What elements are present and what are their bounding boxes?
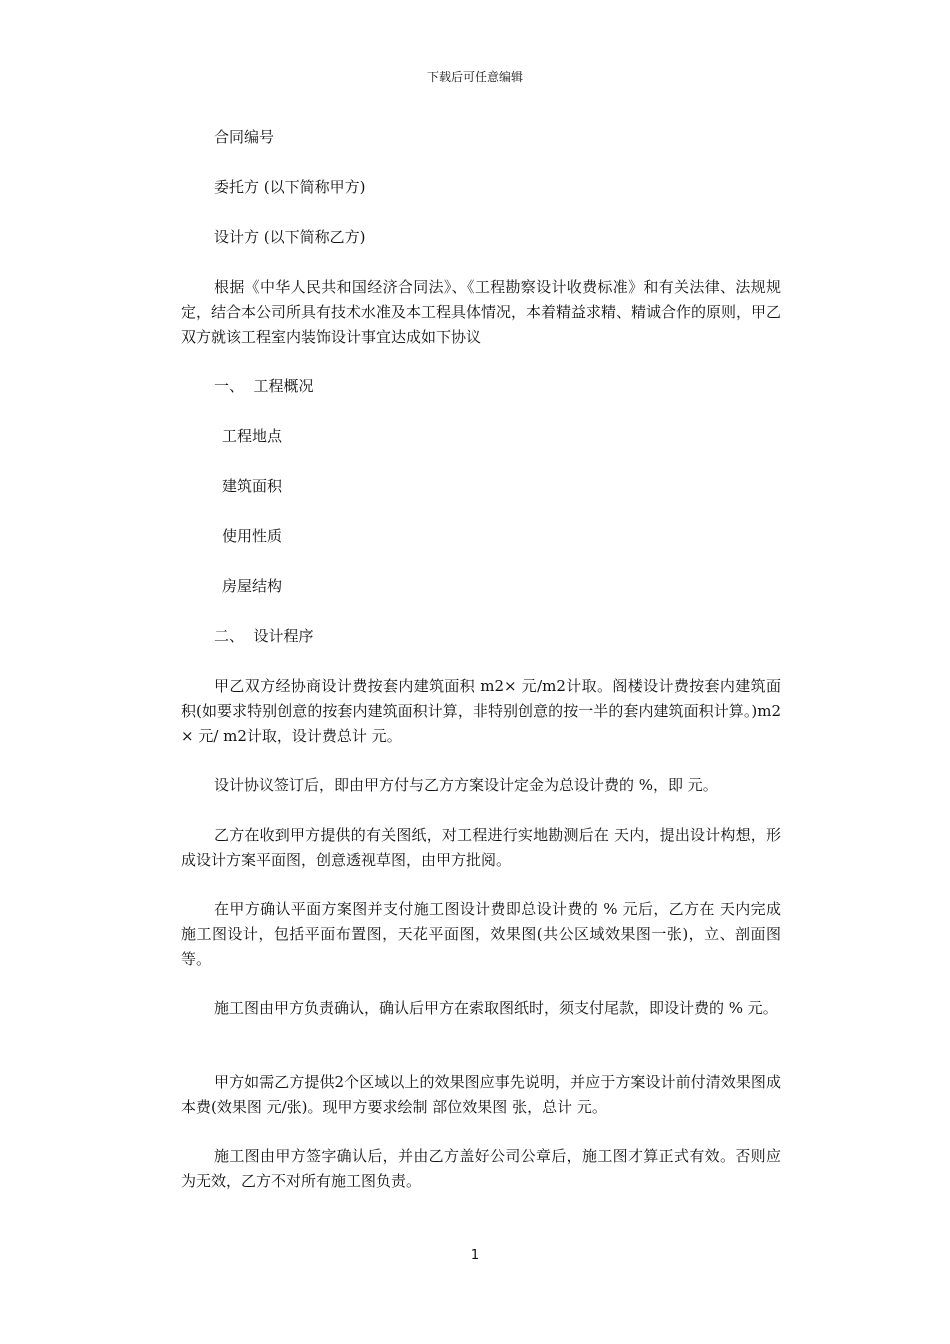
contract-number-label: 合同编号 [214,128,275,146]
drawing-validity-paragraph: 施工图由甲方签字确认后，并由乙方盖好公司公章后，施工图才算正式有效。否则应为无效，乙方不对所有施工图负责。 [181,1147,781,1190]
section-1-heading: 一、 工程概况 [214,377,314,395]
design-fee-paragraph: 甲乙双方经协商设计费按套内建筑面积 m2× 元/m2计取。阁楼设计费按套内建筑面积(如要求特别创意的按套内建筑面积计算，非特别创意的按一半的套内建筑面积计算。)m2× 元/ m2计取，设计费总计 元。 [181,677,781,745]
building-area-item: 建筑面积 [222,477,283,495]
deposit-paragraph: 设计协议签订后，即由甲方付与乙方方案设计定金为总设计费的 %，即 元。 [214,776,718,794]
construction-drawing-paragraph: 在甲方确认平面方案图并支付施工图设计费即总设计费的 % 元后，乙方在 天内完成施工图设计，包括平面布置图，天花平面图，效果图(共公区域效果图一张)，立、剖面图等。 [181,900,781,968]
building-structure-item: 房屋结构 [222,577,283,595]
intro-paragraph: 根据《中华人民共和国经济合同法》、《工程勘察设计收费标准》和有关法律、法规规定，结合本公司所具有技术水准及本工程具体情况，本着精益求精、精诚合作的原则，甲乙双方就该工程室内装饰设计事宜达成如下协议 [181,278,782,346]
project-location-item: 工程地点 [222,427,283,445]
rendering-fee-paragraph: 甲方如需乙方提供2个区域以上的效果图应事先说明，并应于方案设计前付清效果图成本费(效果图 元/张)。现甲方要求绘制 部位效果图 张，总计 元。 [181,1073,781,1116]
section-2-heading: 二、 设计程序 [214,627,314,645]
usage-type-item: 使用性质 [222,527,283,545]
client-label: 委托方 (以下简称甲方) [214,178,366,196]
page-number: 1 [470,1248,480,1263]
final-payment-paragraph: 施工图由甲方负责确认，确认后甲方在索取图纸时，须支付尾款，即设计费的 % 元。 [214,999,778,1017]
download-note: 下载后可任意编辑 [426,70,523,84]
design-concept-paragraph: 乙方在收到甲方提供的有关图纸，对工程进行实地勘测后在 天内，提出设计构想，形成设计方案平面图，创意透视草图，由甲方批阅。 [181,826,781,869]
designer-label: 设计方 (以下简称乙方) [214,228,366,246]
